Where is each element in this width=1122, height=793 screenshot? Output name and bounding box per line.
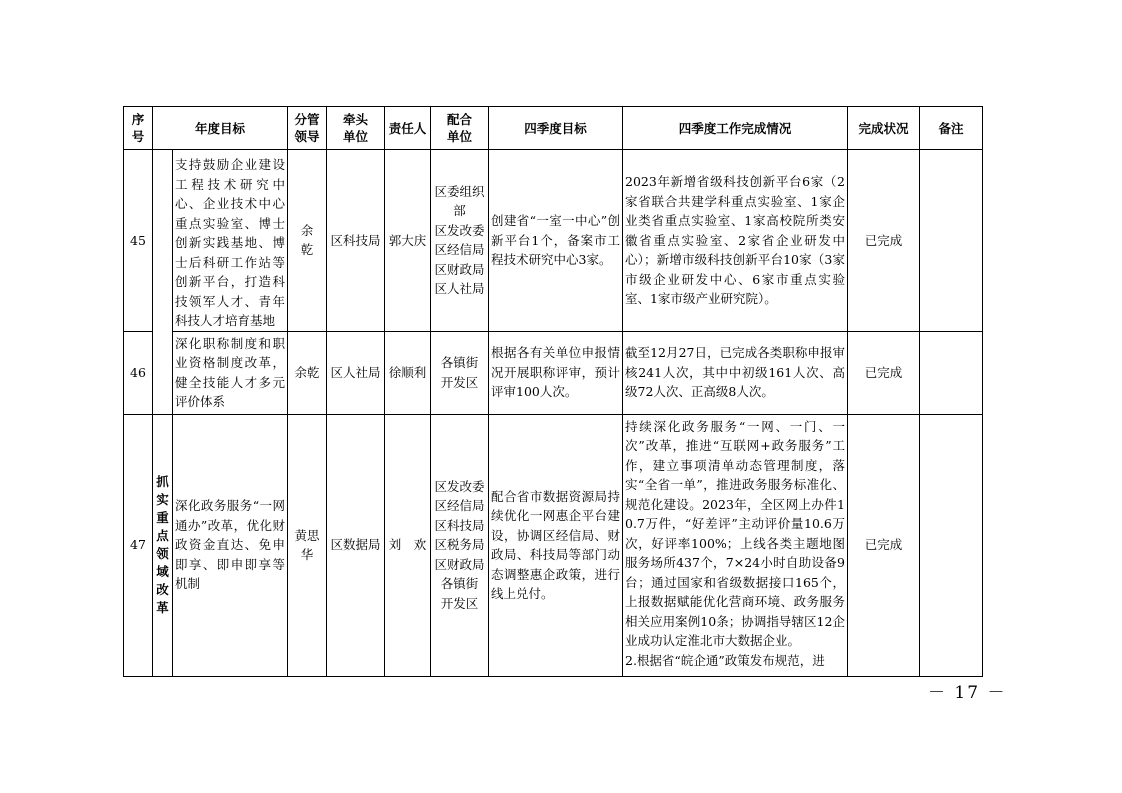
row-seq: 46 xyxy=(124,331,153,414)
header-row xyxy=(124,107,983,150)
header-goal: 年度目标 xyxy=(153,107,288,150)
header-leader: 分管领导 xyxy=(288,107,327,150)
row-completion: 已完成 xyxy=(848,331,920,414)
row-lead-unit: 区数据局 xyxy=(327,414,385,676)
header-lead-unit: 牵头单位 xyxy=(327,107,385,150)
row-goal: 深化职称制度和职业资格制度改革，健全技能人才多元评价体系 xyxy=(173,331,288,414)
coop-unit: 区经信局 xyxy=(434,242,485,258)
row-goal: 深化政务服务“一网通办”改革，优化财政资金直达、免申即享、即申即享等机制 xyxy=(173,414,288,676)
q4-status-text: 持续深化政务服务“一网、一门、一次”改革，推进“互联网+政务服务”工作，建立事项清单动态管理制度，落实“全省一单”，推进政务服务标准化、规范化建设。2023年，全区网上办件10.7万件，“好差评”主动评价量10.6万次，好评率100%；上线各类主题地图服务场所437个，7×24小时自助设备9台；通过国家和省级数据接口165个，上报数据赋能优化营商环境、政务服务相关应用案例10条；协调指导辖区12企业成功认定淮北市大数据企业。 xyxy=(625,418,845,648)
row-q4-status xyxy=(623,414,848,676)
coop-unit: 区科技局 xyxy=(434,517,485,533)
q4-status-continued: 2.根据省“皖企通”政策发布规范，进 xyxy=(625,652,825,668)
header-remark: 备注 xyxy=(920,107,983,150)
row-remark xyxy=(920,331,983,414)
row-person: 郭大庆 xyxy=(385,150,431,332)
row-leader: 黄思华 xyxy=(288,414,327,676)
row-q4-status: 2023年新增省级科技创新平台6家（2家省联合共建学科重点实验室、1家企业类省重点实验室、1家高校院所类安徽省重点实验室、2家省企业研发中心）；新增市级科技创新平台10家（3家市级企业研发中心、6家市重点实验室、1家市级产业研究院）。 xyxy=(623,150,848,332)
coop-unit: 区发改委 xyxy=(434,222,485,238)
row-seq: 47 xyxy=(124,414,153,676)
row-q4-goal: 配合省市数据资源局持续优化一网惠企平台建设，协调区经信局、财政局、科技局等部门动态调整惠企政策，进行线上兑付。 xyxy=(489,414,623,676)
category-cell-top xyxy=(153,150,173,415)
table-row xyxy=(124,150,983,332)
coop-unit: 各镇街 xyxy=(440,576,479,592)
row-q4-status: 截至12月27日，已完成各类职称申报审核241人次，其中中初级161人次、高级72人次、正高级8人次。 xyxy=(623,331,848,414)
header-q4-status: 四季度工作完成情况 xyxy=(623,107,848,150)
coop-unit: 区财政局 xyxy=(434,261,485,277)
header-coop-unit: 配合单位 xyxy=(431,107,489,150)
work-plan-table xyxy=(123,106,983,677)
coop-unit: 区人社局 xyxy=(434,281,485,297)
row-q4-goal: 创建省“一室一中心”创新平台1个，备案市工程技术研究中心3家。 xyxy=(489,150,623,332)
row-person: 徐顺利 xyxy=(385,331,431,414)
row-coop-units xyxy=(431,331,489,414)
coop-unit: 各镇街 xyxy=(440,355,479,370)
coop-unit: 开发区 xyxy=(440,374,479,390)
row-seq: 45 xyxy=(124,150,153,332)
header-q4-goal: 四季度目标 xyxy=(489,107,623,150)
coop-unit: 区财政局 xyxy=(434,556,485,572)
coop-unit: 区税务局 xyxy=(434,537,485,553)
row-q4-goal: 根据各有关单位申报情况开展职称评审，预计评审100人次。 xyxy=(489,331,623,414)
row-leader: 余乾 xyxy=(288,150,327,332)
header-person: 责任人 xyxy=(385,107,431,150)
table-row xyxy=(124,331,983,414)
row-person: 刘 欢 xyxy=(385,414,431,676)
row-remark xyxy=(920,150,983,332)
header-seq: 序号 xyxy=(124,107,153,150)
page-number: － 17 － xyxy=(928,683,1007,703)
row-completion: 已完成 xyxy=(848,414,920,676)
row-leader: 余乾 xyxy=(288,331,327,414)
row-coop-units xyxy=(431,414,489,676)
row-coop-units xyxy=(431,150,489,332)
coop-unit: 区委组织部 xyxy=(434,183,485,219)
row-goal: 支持鼓励企业建设工程技术研究中心、企业技术中心重点实验室、博士创新实践基地、博士后科研工作站等创新平台，打造科技领军人才、青年科技人才培育基地 xyxy=(173,150,288,332)
row-lead-unit: 区科技局 xyxy=(327,150,385,332)
category-label: 抓实重点领域改革 xyxy=(153,414,173,676)
coop-unit: 区发改委 xyxy=(434,478,485,494)
row-completion: 已完成 xyxy=(848,150,920,332)
coop-unit: 开发区 xyxy=(440,595,479,611)
coop-unit: 区经信局 xyxy=(434,498,485,514)
table-row xyxy=(124,414,983,676)
header-completion: 完成状况 xyxy=(848,107,920,150)
row-remark xyxy=(920,414,983,676)
row-lead-unit: 区人社局 xyxy=(327,331,385,414)
